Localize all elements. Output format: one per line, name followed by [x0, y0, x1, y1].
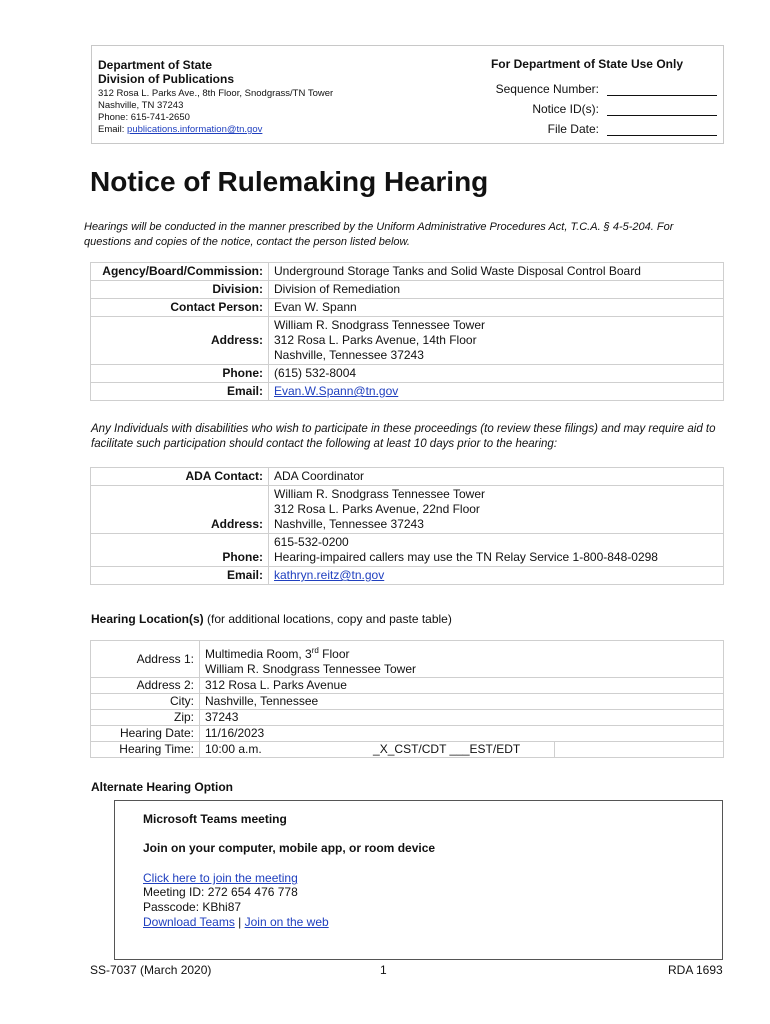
- publisher-phone: Phone: 615-741-2650: [98, 112, 190, 123]
- alternate-option-title: Alternate Hearing Option: [91, 780, 234, 794]
- ada-address-value: [269, 486, 724, 534]
- ada-phone-number: 615-532-0200: [274, 535, 349, 549]
- teams-links-line: [143, 915, 329, 929]
- loc-address2-value: 312 Rosa L. Parks Avenue: [200, 678, 724, 694]
- phone-label: Phone:: [91, 365, 269, 383]
- ada-phone-value: [269, 534, 724, 567]
- publisher-city: Nashville, TN 37243: [98, 100, 184, 111]
- loc-address1-value: [200, 641, 724, 678]
- teams-meeting-id: Meeting ID: 272 654 476 778: [143, 885, 298, 899]
- agency-label: Agency/Board/Commission:: [91, 263, 269, 281]
- sequence-number-label: Sequence Number:: [495, 82, 599, 96]
- sequence-number-field: [496, 82, 717, 96]
- timezone-cst-option[interactable]: _X_CST/CDT: [373, 742, 447, 756]
- file-date-label: File Date:: [547, 122, 599, 136]
- division-value: Division of Remediation: [269, 281, 724, 299]
- publisher-email-label: Email:: [98, 124, 128, 135]
- hearing-location-subtitle: (for additional locations, copy and paste table): [203, 612, 452, 626]
- hearing-location-heading: [91, 612, 452, 626]
- header-box: [91, 45, 724, 144]
- teams-box: [114, 800, 723, 960]
- ada-phone-row: [91, 534, 724, 567]
- footer-rda-code: RDA 1693: [668, 963, 723, 977]
- division-name: Division of Publications: [98, 72, 235, 86]
- ada-table: [90, 467, 724, 585]
- email-label: Email:: [91, 383, 269, 401]
- contact-value: Evan W. Spann: [269, 299, 724, 317]
- agency-row: [91, 263, 724, 281]
- teams-join-link-line: [143, 871, 298, 885]
- ada-address-line-1: William R. Snodgrass Tennessee Tower: [274, 487, 485, 501]
- agency-value: Underground Storage Tanks and Solid Waste Disposal Control Board: [269, 263, 724, 281]
- notice-id-input[interactable]: [607, 103, 717, 116]
- loc-address2-row: [91, 678, 724, 694]
- loc-city-label: City:: [91, 694, 200, 710]
- contact-label: Contact Person:: [91, 299, 269, 317]
- ada-phone-label: Phone:: [91, 534, 269, 567]
- agency-table: [90, 262, 724, 401]
- ada-email-cell: [269, 567, 724, 585]
- ada-address-row: [91, 486, 724, 534]
- loc-time-row: [91, 742, 724, 758]
- file-date-field: [548, 122, 717, 136]
- loc-address2-label: Address 2:: [91, 678, 200, 694]
- email-row: [91, 383, 724, 401]
- division-row: [91, 281, 724, 299]
- loc-time-label: Hearing Time:: [91, 742, 200, 758]
- phone-value: (615) 532-8004: [269, 365, 724, 383]
- loc-time-cell: [200, 742, 555, 758]
- ada-contact-label: ADA Contact:: [91, 468, 269, 486]
- ada-address-line-3: Nashville, Tennessee 37243: [274, 517, 424, 531]
- publisher-block: [98, 58, 333, 136]
- dept-name: Department of State: [98, 58, 213, 72]
- contact-email-link[interactable]: Evan.W.Spann@tn.gov: [274, 384, 399, 398]
- notice-id-label: Notice ID(s):: [532, 102, 599, 116]
- hearing-location-title: Hearing Location(s): [91, 612, 204, 626]
- join-web-link[interactable]: Join on the web: [244, 915, 329, 929]
- ada-note: Any Individuals with disabilities who wish to participate in these proceedings (to review these filings) and may require aid to facilitate such participation should contact the following at least 10 days prior to the hearing:: [91, 423, 716, 450]
- email-cell: [269, 383, 724, 401]
- ada-email-label: Email:: [91, 567, 269, 585]
- publisher-email-line: [98, 124, 333, 136]
- loc-date-value: 11/16/2023: [200, 726, 724, 742]
- loc-zip-row: [91, 710, 724, 726]
- loc-zip-label: Zip:: [91, 710, 200, 726]
- loc-address1-line1: [205, 643, 718, 662]
- loc-floor-sup: rd: [311, 646, 319, 655]
- ada-address-label: Address:: [91, 486, 269, 534]
- file-date-input[interactable]: [607, 123, 717, 136]
- address-value: [269, 317, 724, 365]
- ada-contact-value: ADA Coordinator: [269, 468, 724, 486]
- teams-link-separator: |: [234, 915, 245, 929]
- loc-time-value: 10:00 a.m.: [205, 742, 262, 756]
- download-teams-link[interactable]: Download Teams: [143, 915, 235, 929]
- footer-form-number: SS-7037 (March 2020): [90, 963, 212, 977]
- address-row: [91, 317, 724, 365]
- ada-address-line-2: 312 Rosa L. Parks Avenue, 22nd Floor: [274, 502, 480, 516]
- loc-city-value: Nashville, Tennessee: [200, 694, 724, 710]
- address-line-2: 312 Rosa L. Parks Avenue, 14th Floor: [274, 333, 477, 347]
- loc-address1-label: Address 1:: [91, 641, 200, 678]
- notice-id-field: [532, 102, 717, 116]
- contact-row: [91, 299, 724, 317]
- division-label: Division:: [91, 281, 269, 299]
- timezone-est-option[interactable]: ___EST/EDT: [449, 742, 521, 756]
- teams-passcode: Passcode: KBhi87: [143, 900, 242, 914]
- address-line-1: William R. Snodgrass Tennessee Tower: [274, 318, 485, 332]
- address-line-3: Nashville, Tennessee 37243: [274, 348, 424, 362]
- publisher-address: 312 Rosa L. Parks Ave., 8th Floor, Snodgrass/TN Tower: [98, 88, 334, 99]
- publisher-email-link[interactable]: publications.information@tn.gov: [127, 124, 263, 135]
- loc-date-label: Hearing Date:: [91, 726, 200, 742]
- use-only-title: For Department of State Use Only: [490, 57, 683, 71]
- address-label: Address:: [91, 317, 269, 365]
- join-meeting-link[interactable]: Click here to join the meeting: [143, 871, 298, 885]
- intro-text: Hearings will be conducted in the manner prescribed by the Uniform Administrative Procedures Act, T.C.A. § 4-5-204. For questions and copies of the notice, contact the person listed below.: [84, 221, 674, 248]
- loc-zip-value: 37243: [200, 710, 724, 726]
- teams-join-text: Join on your computer, mobile app, or room device: [143, 841, 436, 855]
- loc-floor: Floor: [318, 647, 350, 661]
- ada-contact-row: [91, 468, 724, 486]
- loc-address1-line2: William R. Snodgrass Tennessee Tower: [205, 662, 416, 676]
- sequence-number-input[interactable]: [607, 83, 717, 96]
- hearing-location-table: [90, 640, 724, 758]
- ada-relay-note: Hearing-impaired callers may use the TN Relay Service 1-800-848-0298: [274, 550, 658, 564]
- ada-email-row: [91, 567, 724, 585]
- teams-title: Microsoft Teams meeting: [143, 812, 287, 826]
- loc-room: Multimedia Room, 3: [205, 647, 312, 661]
- loc-date-row: [91, 726, 724, 742]
- page-title: Notice of Rulemaking Hearing: [90, 166, 489, 197]
- loc-city-row: [91, 694, 724, 710]
- phone-row: [91, 365, 724, 383]
- ada-email-link[interactable]: kathryn.reitz@tn.gov: [274, 568, 385, 582]
- loc-address1-row: [91, 641, 724, 678]
- footer-page-number: 1: [380, 963, 387, 977]
- loc-time-extra: [555, 742, 724, 758]
